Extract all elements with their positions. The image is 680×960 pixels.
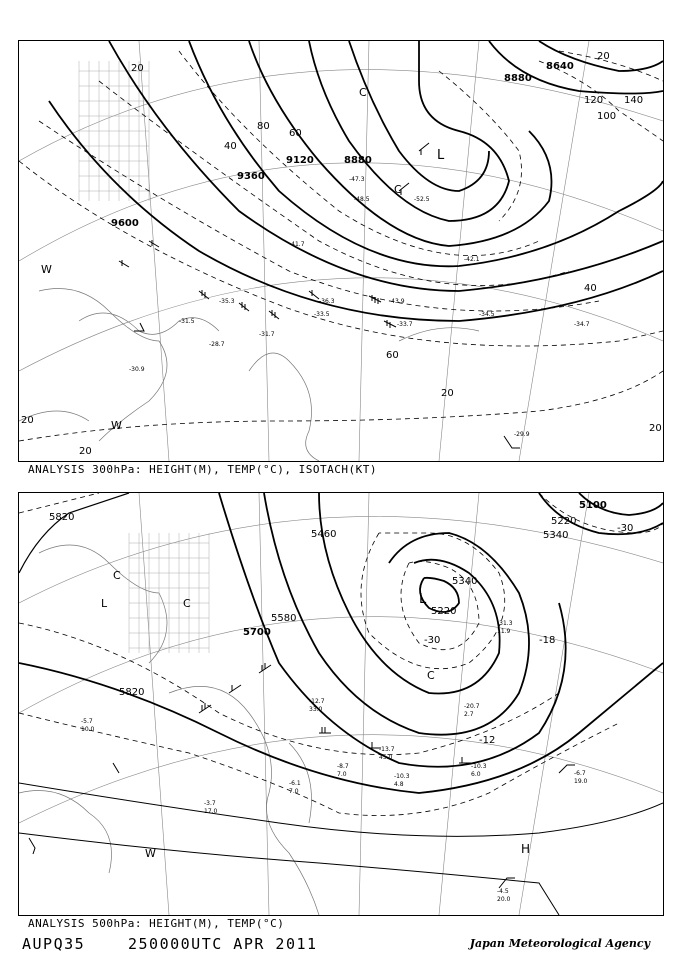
temp-label: -34.5 [479, 311, 495, 318]
cold-center-label: C [394, 183, 402, 196]
station-value: 4.8 [394, 781, 404, 788]
station-value: 10.0 [81, 726, 95, 733]
map-500hpa [18, 492, 664, 916]
pressure-centers [41, 86, 445, 432]
height-contours [19, 493, 663, 915]
map-500hpa-canvas [19, 493, 663, 915]
station-value: -31.3 [497, 620, 513, 627]
height-label: 5220 [551, 516, 577, 527]
low-center-label: L [437, 148, 445, 163]
station-value: 17.0 [204, 808, 218, 815]
station-value: -20.7 [464, 703, 480, 710]
temp-label: -33.5 [314, 311, 330, 318]
isotach-label: 100 [597, 111, 617, 122]
agency-name: Japan Meteorological Agency [469, 937, 650, 950]
height-label: 9360 [237, 171, 265, 182]
temp-label: -52.5 [414, 196, 430, 203]
temp-label: -35.3 [219, 298, 235, 305]
isotach-label: 20 [649, 423, 662, 434]
wind-barbs [29, 663, 575, 888]
valid-time: 250000UTC APR 2011 [128, 935, 318, 953]
lat-lon-grid [19, 41, 663, 461]
station-value: -10.3 [471, 763, 487, 770]
isotach-label: 80 [257, 121, 270, 132]
station-value: -10.3 [394, 773, 410, 780]
station-value: 2.7 [464, 711, 474, 718]
height-label: 8880 [344, 155, 372, 166]
height-label: 5340 [543, 530, 569, 541]
temp-label: -33.7 [397, 321, 413, 328]
height-label: 8640 [546, 61, 574, 72]
warm-center-label: W [145, 847, 156, 860]
coastline [19, 289, 479, 462]
temp-label: -34.7 [574, 321, 590, 328]
temp-label: -42.1 [464, 256, 480, 263]
height-label: 5340 [452, 576, 478, 587]
height-label: 9600 [111, 218, 139, 229]
height-label: 5460 [311, 529, 337, 540]
station-value: 20.0 [497, 896, 511, 903]
height-label: 5820 [49, 512, 75, 523]
height-label: 5820 [119, 687, 145, 698]
station-value: 7.0 [289, 788, 299, 795]
isotach-label: 40 [224, 141, 237, 152]
high-center-label: H [521, 842, 531, 856]
isotach-label: 120 [584, 95, 604, 106]
height-label: 8880 [504, 73, 532, 84]
station-temperatures [129, 176, 590, 438]
height-label: 5580 [271, 613, 297, 624]
isotach-label: 140 [624, 95, 644, 106]
isotach-label: 40 [584, 283, 597, 294]
temp-label: -31.7 [259, 331, 275, 338]
isotach-labels [21, 51, 662, 457]
height-label: 5700 [243, 627, 271, 638]
map-300hpa [18, 40, 664, 462]
cold-center-label: C [113, 569, 121, 582]
temp-label: -36.3 [319, 298, 335, 305]
station-value: 6.0 [471, 771, 481, 778]
station-value: -13.7 [379, 746, 395, 753]
caption-500hpa: ANALYSIS 500hPa: HEIGHT(M), TEMP(°C) [28, 917, 285, 930]
caption-300hpa: ANALYSIS 300hPa: HEIGHT(M), TEMP(°C), ISOTACH(KT) [28, 463, 378, 476]
isotach-label: 20 [21, 415, 34, 426]
height-labels [49, 500, 607, 698]
chart-id: AUPQ35 [22, 935, 86, 953]
lat-lon-grid [19, 493, 663, 915]
isotach-label: 20 [79, 446, 92, 457]
station-value: -6.1 [289, 780, 301, 787]
station-value: -4.5 [497, 888, 509, 895]
height-label: 5220 [431, 606, 457, 617]
height-label: 5100 [579, 500, 607, 511]
low-center-label: L [101, 597, 108, 610]
station-value: 7.0 [337, 771, 347, 778]
temp-label: -29.9 [514, 431, 530, 438]
isotherm-label: -30 [424, 635, 441, 646]
station-value: 45.0 [379, 754, 393, 761]
isotach-label: 20 [597, 51, 610, 62]
station-value: 11.9 [497, 628, 511, 635]
station-value: -3.7 [204, 800, 216, 807]
station-value: 33.0 [309, 706, 323, 713]
station-value: -5.7 [81, 718, 93, 725]
temp-label: -48.5 [354, 196, 370, 203]
isotach-lines [19, 51, 663, 441]
station-values [81, 620, 588, 903]
wind-barbs [119, 143, 520, 448]
isotherm-label: -30 [617, 523, 634, 534]
cold-center-label: C [183, 597, 191, 610]
temp-label: -31.5 [179, 318, 195, 325]
isotach-label: 60 [386, 350, 399, 361]
temp-label: -41.7 [289, 241, 305, 248]
station-value: -6.7 [574, 770, 586, 777]
temp-label: -43.9 [389, 298, 405, 305]
warm-center-label: W [41, 263, 52, 276]
station-value: -8.7 [337, 763, 349, 770]
temp-label: -28.7 [209, 341, 225, 348]
temp-label: -47.3 [349, 176, 365, 183]
cold-center-label: C [427, 669, 435, 682]
isotherm-label: -12 [479, 735, 496, 746]
station-value: 19.0 [574, 778, 588, 785]
height-label: 9120 [286, 155, 314, 166]
warm-center-label: W [111, 419, 122, 432]
hatched-region [129, 533, 209, 653]
isotach-label: 20 [441, 388, 454, 399]
cold-center-label: C [359, 86, 367, 99]
map-300hpa-canvas [19, 41, 663, 461]
temp-label: -30.9 [129, 366, 145, 373]
isotach-label: 20 [131, 63, 144, 74]
isotherm-label: -18 [539, 635, 556, 646]
low-center-label: L [419, 592, 427, 607]
station-value: -12.7 [309, 698, 325, 705]
isotach-label: 60 [289, 128, 302, 139]
